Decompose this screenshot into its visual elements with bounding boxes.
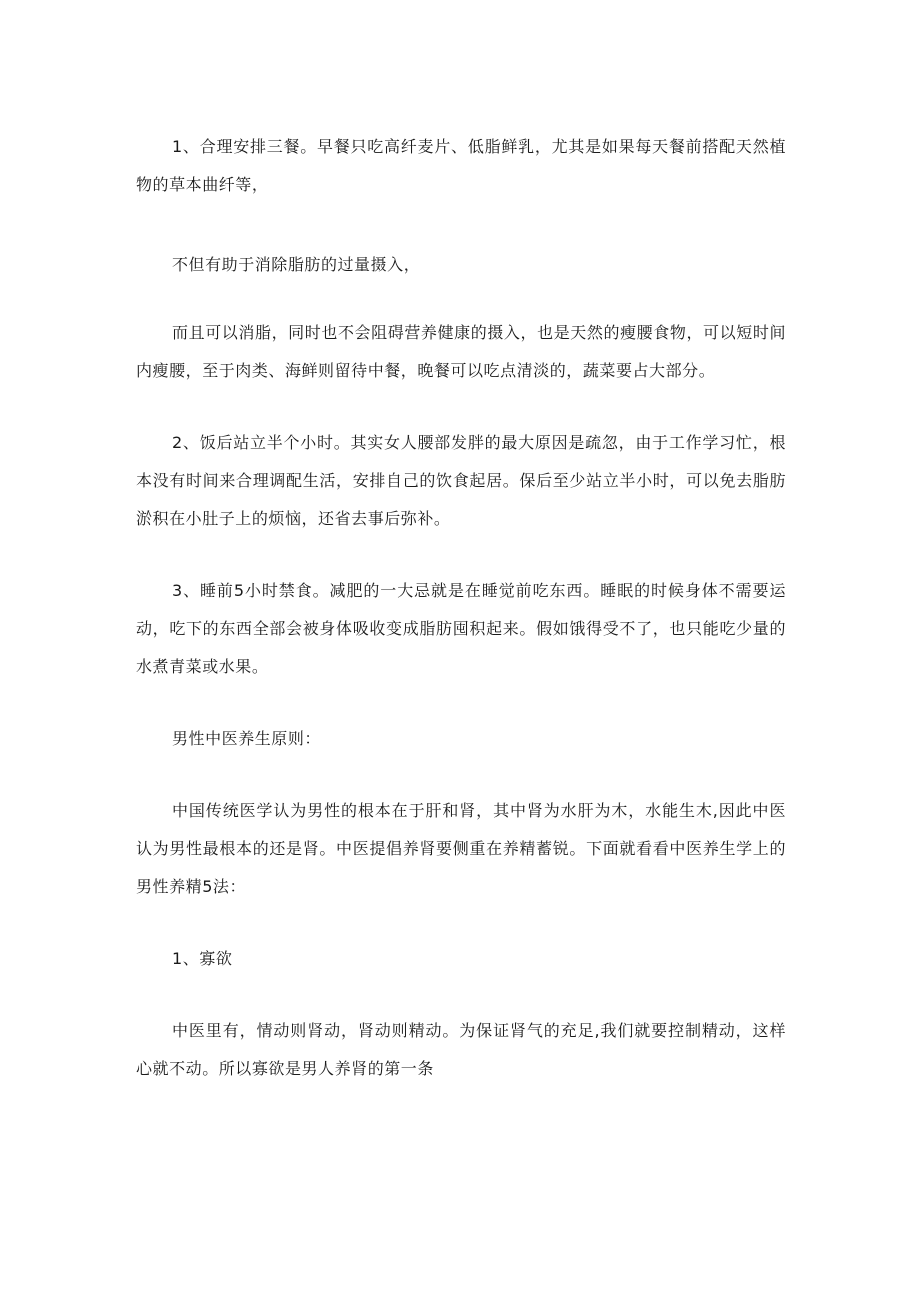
paragraph-fat-intake: 不但有助于消除脂肪的过量摄入， xyxy=(172,255,421,274)
paragraph-restrain-desire: 中医里有，情动则肾动，肾动则精动。为保证肾气的充足,我们就要控制精动，这样心就不动。所以寡欲是男人养肾的第一条 xyxy=(136,1021,786,1078)
paragraph-slim-waist: 而且可以消脂，同时也不会阻碍营养健康的摄入，也是天然的瘦腰食物，可以短时间内瘦腰，至于肉类、海鲜则留待中餐，晚餐可以吃点清淡的，蔬菜要占大部分。 xyxy=(136,323,786,380)
list-item-heading-1: 1、寡欲 xyxy=(172,949,233,968)
document-body xyxy=(136,128,786,1088)
paragraph-meal-plan: 1、合理安排三餐。早餐只吃高纤麦片、低脂鲜乳，尤其是如果每天餐前搭配天然植物的草本曲纤等， xyxy=(136,137,786,194)
paragraph-fast-before-sleep: 3、睡前5小时禁食。减肥的一大忌就是在睡觉前吃东西。睡眠的时候身体不需要运动，吃下的东西全部会被身体吸收变成脂肪囤积起来。假如饿得受不了，也只能吃少量的水煮青菜或水果。 xyxy=(136,581,786,676)
paragraph-tcm-intro: 中国传统医学认为男性的根本在于肝和肾，其中肾为水肝为木，水能生木,因此中医认为男性最根本的还是肾。中医提倡养肾要侧重在养精蓄锐。下面就看看中医养生学上的男性养精5法： xyxy=(136,801,786,896)
paragraph-stand-after-meal: 2、饭后站立半个小时。其实女人腰部发胖的最大原因是疏忽，由于工作学习忙，根本没有时间来合理调配生活，安排自己的饮食起居。保后至少站立半小时，可以免去脂肪淤积在小肚子上的烦恼，还省去事后弥补。 xyxy=(136,433,786,528)
section-heading-male-tcm: 男性中医养生原则： xyxy=(172,729,321,748)
